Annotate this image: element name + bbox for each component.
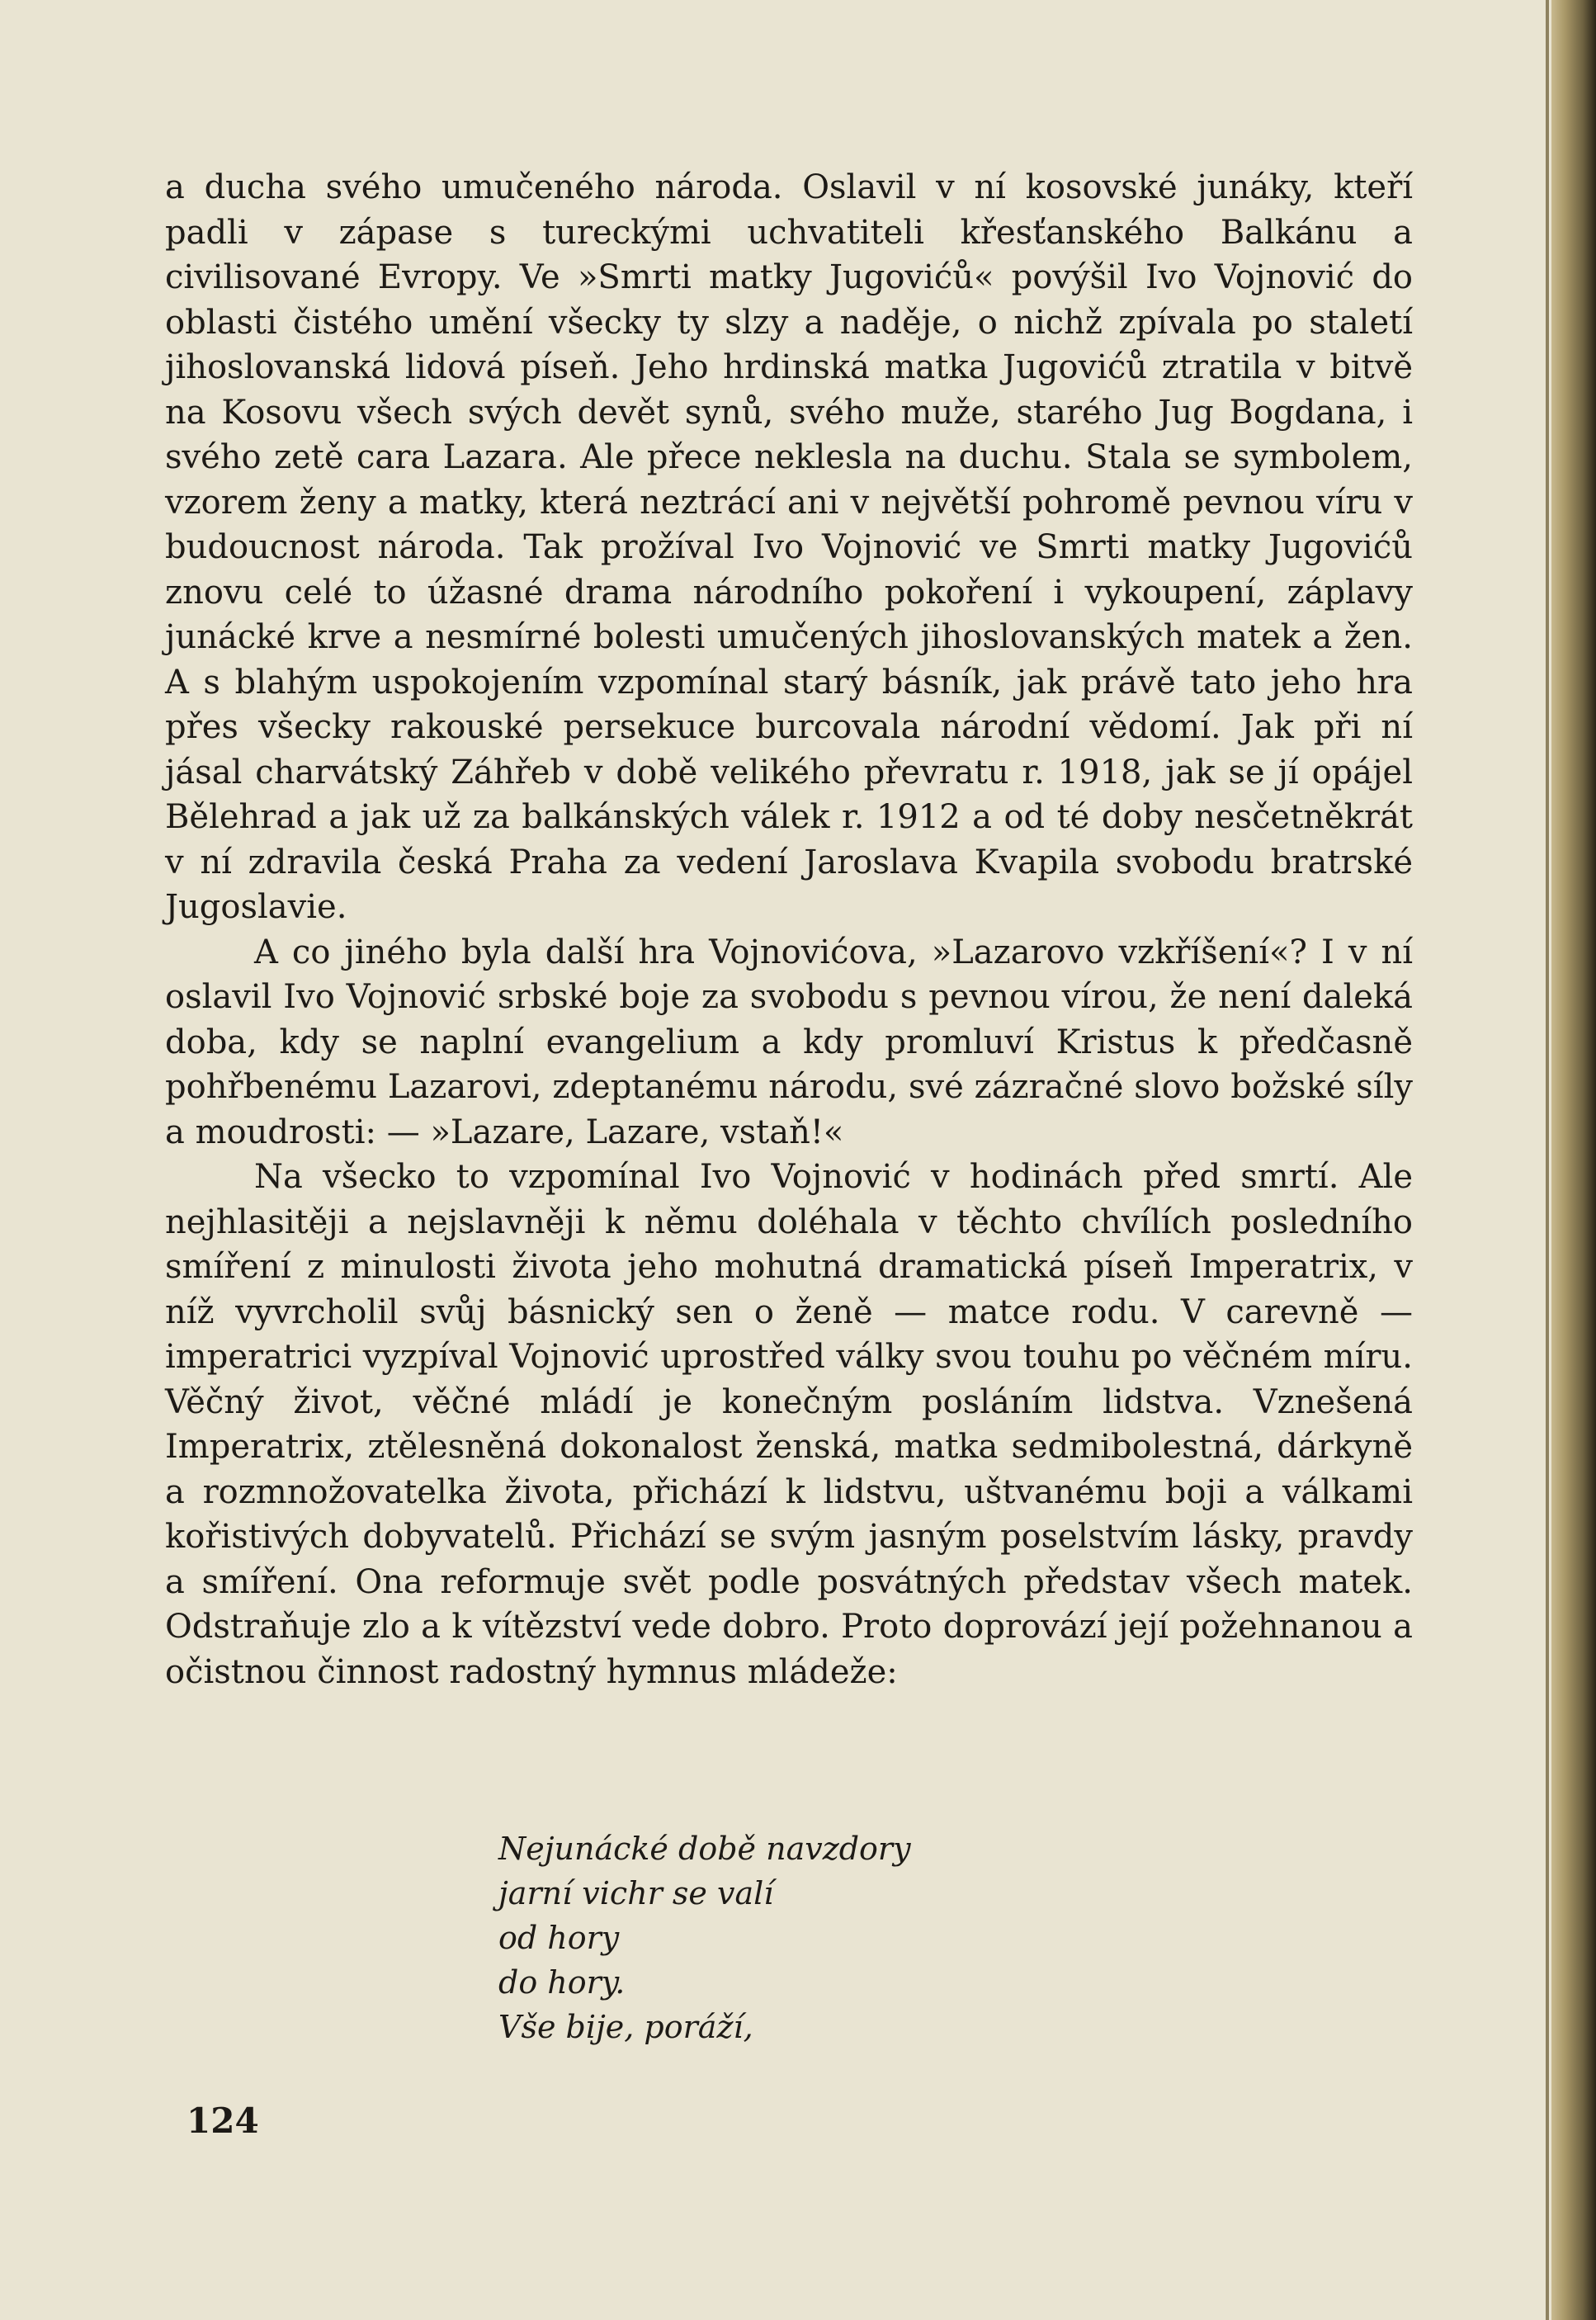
- poem-line: Vše bije, poráží,: [498, 2009, 753, 2045]
- poem-excerpt: [498, 1826, 911, 2049]
- poem-line: od hory: [498, 1920, 620, 1956]
- page-edge: [1546, 0, 1549, 2320]
- paragraph-3: Na všecko to vzpomínal Ivo Vojnović v hodinách před smrtí. Ale nejhlasitěji a nejslavněji k němu doléhala v těchto chvílích posledního smíření z minulosti života jeho mohutná dramatická píseň Imperatrix, v níž vyvrcholil svůj básnický sen o ženě — matce rodu. V carevně — imperatrici vyzpíval Vojnović uprostřed války svou touhu po věčném míru. Věčný život, věčné mládí je konečným posláním lidstva. Vznešená Imperatrix, ztělesněná dokonalost ženská, matka sedmibolestná, dárkyně a rozmnožovatelka života, přichází k lidstvu, uštvanému boji a válkami kořistivých dobyvatelů. Přichází se svým jasným poselstvím lásky, pravdy a smíření. Ona reformuje svět podle posvátných představ všech matek. Odstraňuje zlo a k vítězství vede dobro. Proto doprovází její požehnanou a očistnou činnost radostný hymnus mládeže:: [165, 1158, 1413, 1691]
- paragraph-2: A co jiného byla další hra Vojnovićova, »Lazarovo vzkříšení«? I v ní oslavil Ivo Vojnović srbské boje za svobodu s pevnou vírou, že není daleká doba, kdy se naplní evangelium a kdy promluví Kristus k předčasně pohřbenému Lazarovi, zdeptanému národu, své zázračné slovo božské síly a moudrosti: — »Lazare, Lazare, vstaň!«: [165, 933, 1413, 1151]
- poem-line: do hory.: [498, 1964, 626, 2001]
- poem-line: Nejunácké době navzdory: [498, 1831, 911, 1867]
- book-spine: [1551, 0, 1596, 2320]
- page-number: 124: [187, 2100, 259, 2141]
- poem-line: jarní vichr se valí: [498, 1875, 774, 1911]
- paragraph-1: a ducha svého umučeného národa. Oslavil v ní kosovské junáky, kteří padli v zápase s tureckými uchvatiteli křesťanského Balkánu a civilisované Evropy. Ve »Smrti matky Jugovićů« povýšil Ivo Vojnović do oblasti čistého umění všecky ty slzy a naděje, o nichž zpívala po staletí jihoslovanská lidová píseň. Jeho hrdinská matka Jugovićů ztratila v bitvě na Kosovu všech svých devět synů, svého muže, starého Jug Bogdana, i svého zetě cara Lazara. Ale přece neklesla na duchu. Stala se symbolem, vzorem ženy a matky, která neztrácí ani v největší pohromě pevnou víru v budoucnost národa. Tak prožíval Ivo Vojnović ve Smrti matky Jugovićů znovu celé to úžasné drama národního pokoření i vykoupení, záplavy junácké krve a nesmírné bolesti umučených jihoslovanských matek a žen. A s blahým uspokojením vzpomínal starý básník, jak právě tato jeho hra přes všecky rakouské persekuce burcovala národní vědomí. Jak při ní jásal charvátský Záhřeb v době velikého převratu r. 1918, jak se jí opájel Bělehrad a jak už za balkánských válek r. 1912 a od té doby nesčetněkrát v ní zdravila česká Praha za vedení Jaroslava Kvapila svobodu bratrské Jugoslavie.: [165, 168, 1413, 926]
- body-text: [165, 165, 1413, 1694]
